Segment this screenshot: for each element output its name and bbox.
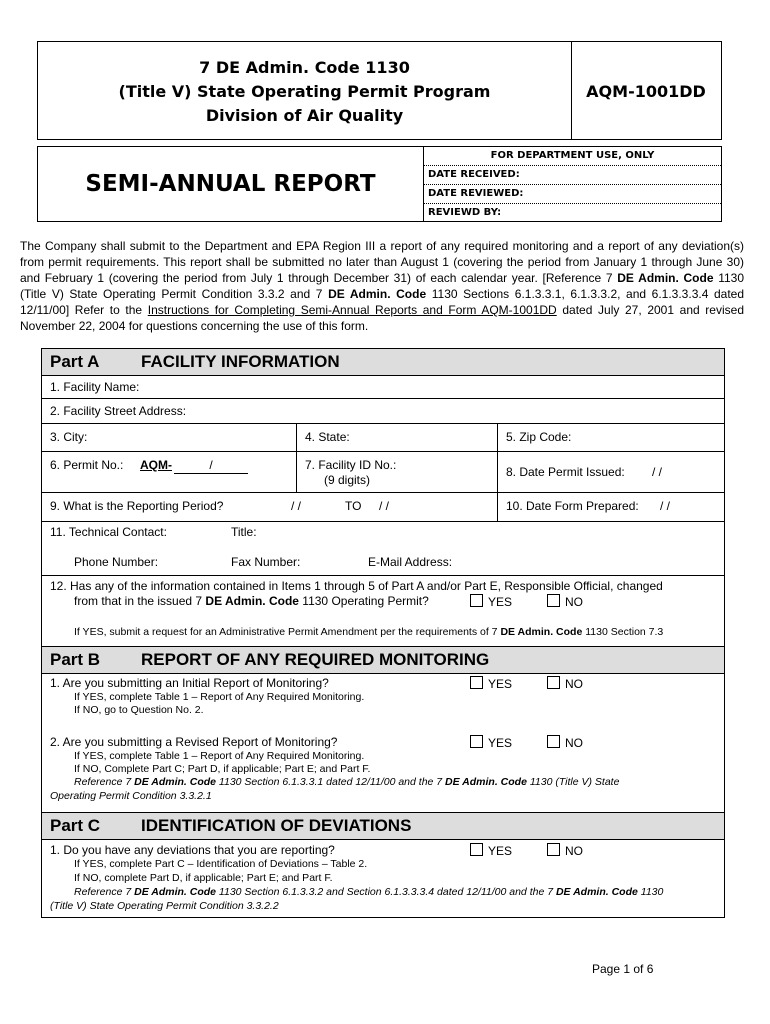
reporting-period-field[interactable]: 9. What is the Reporting Period? / / TO / /	[50, 499, 390, 513]
reviewed-by-field[interactable]: REVIEWD BY:	[428, 207, 502, 218]
header-program-line: (Title V) State Operating Permit Program	[118, 82, 491, 101]
date-prepared-field[interactable]: 10. Date Form Prepared: / /	[497, 493, 724, 521]
question-12: 12. Has any of the information contained in Items 1 through 5 of Part A and/or Part E, Responsible Official, changed from that in the issued 7 DE Admin. Code 1130 Operating Permit? YES NO If YES, submit a request for an Administrative Permit Amendment per the requirements of 7 DE Admin. Code 1130 Section 7.3	[50, 579, 664, 638]
date-issued-field[interactable]: 8. Date Permit Issued: / /	[497, 452, 724, 492]
zip-field[interactable]: 5. Zip Code:	[497, 424, 724, 451]
technical-contact-field[interactable]: 11. Technical Contact: Title: Phone Number: Fax Number: E-Mail Address:	[42, 522, 724, 576]
city-field[interactable]: 3. City:	[50, 430, 88, 444]
c1-yes-checkbox[interactable]: YES	[470, 843, 512, 858]
report-title: SEMI-ANNUAL REPORT	[85, 171, 376, 197]
header-division-line: Division of Air Quality	[205, 106, 404, 125]
page-number: Page 1 of 6	[592, 962, 654, 976]
dept-heading: FOR DEPARTMENT USE, ONLY	[424, 147, 721, 166]
state-field[interactable]: 4. State:	[296, 424, 498, 451]
facility-id-field[interactable]: 7. Facility ID No.: (9 digits)	[296, 452, 498, 492]
form-body	[41, 348, 725, 918]
permit-no-field[interactable]: 6. Permit No.: AQM- /	[42, 452, 296, 492]
q12-yes-checkbox[interactable]: YES	[470, 594, 512, 609]
header-code-line: 7 DE Admin. Code 1130	[199, 58, 410, 77]
b1-yes-checkbox[interactable]: YES	[470, 676, 512, 691]
b1-no-checkbox[interactable]: NO	[547, 676, 583, 691]
b2-no-checkbox[interactable]: NO	[547, 735, 583, 750]
b2-yes-checkbox[interactable]: YES	[470, 735, 512, 750]
instructions-link[interactable]: Instructions for Completing Semi-Annual Reports and Form AQM-1001DD	[147, 303, 557, 317]
street-address-field[interactable]: 2. Facility Street Address:	[42, 399, 724, 424]
report-title-box	[37, 146, 722, 222]
date-received-field[interactable]: DATE RECEIVED:	[424, 166, 721, 185]
part-c-questions: 1. Do you have any deviations that you are reporting? YES NO If YES, complete Part C – Identification of Deviations – Table 2. If NO, complete Part D, if applicable; Part E; and Part F. Reference 7 DE Admin. Code 1130 Section 6.1.3.3.2 and Section 6.1.3.3.3.4 dated 12/11/00 and the 7 DE Admin. Code 1130 (Title V) State Operating Permit Condition 3.3.2.2	[50, 843, 664, 912]
part-a-header: Part A FACILITY INFORMATION	[42, 349, 724, 376]
intro-paragraph: The Company shall submit to the Department and EPA Region III a report of any required monitoring and a report of any deviation(s) from permit requirements. This report shall be submitted no later than August 1 (covering the period from January 1 through June 30) and February 1 (covering the period from July 1 through December 31) of each calendar year. [Reference 7 DE Admin. Code 1130 (Title V) State Operating Permit Condition 3.3.2 and 7 DE Admin. Code 1130 Sections 6.1.3.3.1, 6.1.3.3.2, and 6.1.3.3.3.4 dated 12/11/00] Refer to the Instructions for Completing Semi-Annual Reports and Form AQM-1001DD dated July 27, 2001 and revised November 22, 2004 for questions concerning the use of this form.	[20, 239, 745, 333]
form-code: AQM-1001DD	[586, 82, 706, 101]
c1-no-checkbox[interactable]: NO	[547, 843, 583, 858]
department-use-box	[423, 147, 721, 221]
form-header	[37, 41, 722, 140]
q12-no-checkbox[interactable]: NO	[547, 594, 583, 609]
date-reviewed-field[interactable]: DATE REVIEWED:	[424, 185, 721, 204]
part-b-questions: 1. Are you submitting an Initial Report of Monitoring? YES NO If YES, complete Table 1 – Report of Any Required Monitoring. If NO, go to Question No. 2. 2. Are you submitting a Revised Report of Monitoring? YES NO If YES, complete Table 1 – Report of Any Required Monitoring. If NO, Complete Part C; Part D, if applicable; Part E; and Part F. Reference 7 DE Admin. Code 1130 Section 6.1.3.3.1 dated 12/11/00 and the 7 DE Admin. Code 1130 (Title V) State Operating Permit Condition 3.3.2.1	[50, 676, 620, 802]
part-c-header: Part C IDENTIFICATION OF DEVIATIONS	[42, 812, 724, 840]
part-b-header: Part B REPORT OF ANY REQUIRED MONITORING	[42, 646, 724, 674]
facility-name-field[interactable]: 1. Facility Name:	[42, 376, 724, 399]
